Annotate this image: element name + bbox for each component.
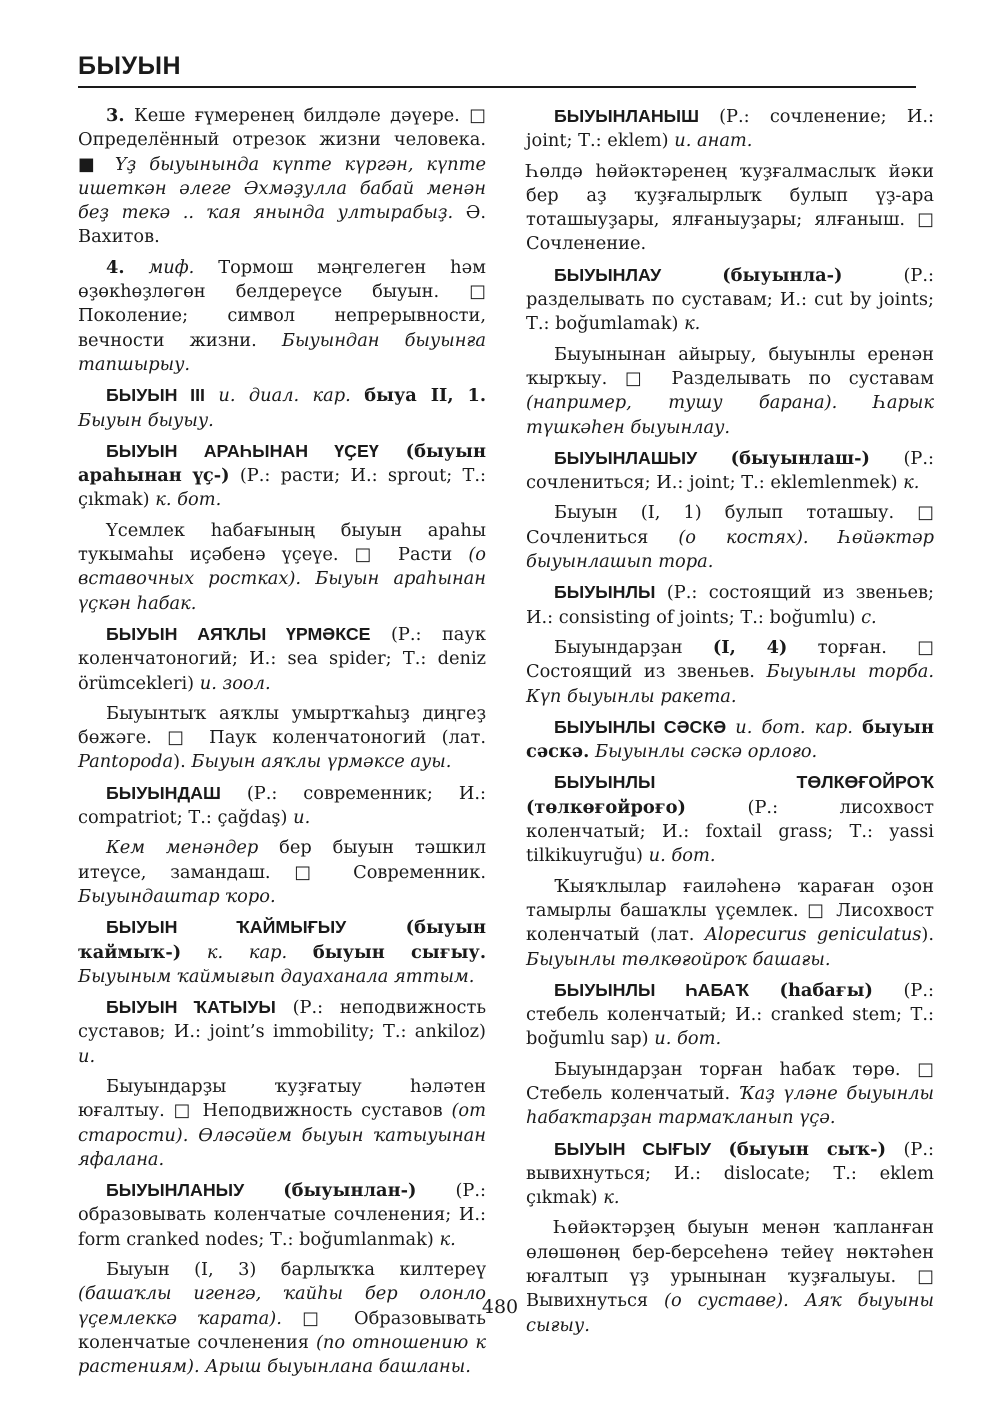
entry-text: к. <box>439 1228 456 1250</box>
entry-text <box>661 265 722 286</box>
entry-text: (быуынлаш-) <box>730 447 870 469</box>
entry-text: и. бот. кар. <box>735 716 853 738</box>
entry-text: (по отношению к растениям). Арыш быуынлана башланы. <box>78 1331 486 1378</box>
entry-text <box>351 385 364 406</box>
left-column <box>78 104 486 1386</box>
entry-paragraph <box>78 836 486 909</box>
entry-paragraph <box>78 1258 486 1379</box>
entry-text: (Р.: образовывать коленчатые сочленения; И.: form cranked nodes; Т.: boğumlanmak) <box>78 1180 486 1250</box>
headword: БЫУЫН СЫҒЫУ <box>554 1138 712 1159</box>
entry-text: (Р.: неподвижность суставов; И.: joint’s immobility; Т.: ankiloz) <box>78 997 487 1043</box>
entry-text: (Р.: разделывать по суставам; И.: cut by joints; Т.: boğumlamak) <box>526 264 935 335</box>
headword: БЫУЫНЛЫ ҺАБАҠ <box>554 979 750 1000</box>
headword: БЫУЫНДАШ <box>106 782 221 803</box>
entry-paragraph <box>78 995 486 1069</box>
entry-text: (I, 4) <box>712 636 788 658</box>
entry-text: Ә. Вахитов. <box>78 202 486 248</box>
entry-text: Быуын (I, 3) барлыҡҡа килтереү <box>106 1259 486 1281</box>
entry-text: быуын сығыу. <box>312 941 487 963</box>
entry-text: бер быуын тәшкил итеүсе, замандаш. □ Современник. <box>78 837 486 883</box>
entry-text <box>697 448 731 469</box>
headword: БЫУЫНЛЫ <box>554 582 656 603</box>
entry-text: ). <box>173 751 192 773</box>
entry-text: (төлкөғойроғо) <box>526 796 686 818</box>
entry-text: Үҙ быуынында күпте күргән, күпте ишеткән әлеге Әхмәҙулла бабай менән беҙ текә .. ҡая янында ултырабыҙ. <box>78 153 486 224</box>
entry-text: (Р.: расти; И.: sprout; Т.: çıkmak) <box>78 465 486 511</box>
entry-paragraph <box>78 622 486 696</box>
entry-text <box>853 717 862 738</box>
page-header <box>78 52 916 81</box>
entry-text: быуын сәскә. <box>526 716 934 763</box>
entry-text: (быуын ҡаймыҡ-) <box>78 917 486 963</box>
entry-text <box>287 942 313 963</box>
headword: БЫУЫН АРАҺЫНАН ҮҪЕҮ <box>106 440 379 461</box>
entry-text: Быуындарҙан торған һабаҡ төрө. □ Стебель коленчатый. <box>526 1058 934 1104</box>
entry-paragraph <box>526 978 934 1052</box>
entry-text: (һабағы) <box>779 979 873 1001</box>
entry-paragraph <box>526 770 934 868</box>
entry-text <box>346 917 405 938</box>
entry-text: Быуындан быуынға тапшырыу. <box>78 329 486 375</box>
entry-text: Pantopoda <box>78 751 174 773</box>
headword: БЫУЫНЛАНЫУ <box>106 1180 245 1201</box>
headword: БЫУЫН ҠАЙМЫҒЫУ <box>106 917 347 938</box>
headword: БЫУЫН ҠАТЫУЫ <box>106 997 276 1018</box>
entry-text: (Р.: сочленение; И.: joint; Т.: eklem) <box>526 106 934 152</box>
entry-paragraph <box>526 580 934 630</box>
entry-text: торған. □ Состоящий из звеньев. <box>526 636 934 683</box>
entry-text: Кем менәндер <box>106 837 259 859</box>
entry-text: (быуынла-) <box>722 264 843 286</box>
entry-text: к. кар. <box>206 941 288 963</box>
entry-text: 3. <box>106 105 125 126</box>
running-head: БЫУЫН <box>78 52 182 80</box>
entry-paragraph <box>78 256 486 377</box>
entry-text: (Р.: состоящий из звеньев; И.: consisting of joints; Т.: boğumlu) <box>526 582 934 628</box>
entry-paragraph <box>78 915 486 989</box>
headword: БЫУЫНЛАУ <box>554 264 662 285</box>
entry-paragraph <box>78 439 486 513</box>
entry-text: Үсемлек һабағының быуын араһы тукымаһы иҫәбенә үҫеүе. □ Расти <box>78 519 486 566</box>
entry-text: (о вставочных ростках). Быуын араһынан үҫкән һабак. <box>78 544 486 614</box>
entry-text: (быуын араһынан үҫ-) <box>78 440 486 487</box>
entry-text: быуа II, 1. <box>364 385 487 407</box>
entry-paragraph <box>526 501 934 574</box>
entry-text <box>379 441 406 462</box>
entry-text: Быуыным ҡаймығып дауаханала яттым. <box>78 965 475 987</box>
entry-paragraph <box>526 160 934 257</box>
entry-text: 4. <box>106 256 125 278</box>
entry-text: (например, тушу барана). Һарык түшкәһен быуынлау. <box>526 392 934 438</box>
entry-text: (о суставе). Аяҡ быуыны сығыу. <box>526 1290 934 1336</box>
entry-paragraph <box>526 343 934 440</box>
entry-text: (башаҡлы игенгә, ҡайһы бер олонло үҫемлеккә ҡарата). <box>78 1283 486 1329</box>
entry-paragraph <box>526 1137 934 1211</box>
entry-paragraph <box>78 781 486 831</box>
entry-text: Кеше ғүмеренең билдәле дәүере. □ Определённый отрезок жизни человека. ■ <box>78 105 486 175</box>
entry-text: Ҡаҙ үләне быуынлы һабаҡтарҙан тармаҡланып үҫә. <box>526 1082 934 1129</box>
entry-text: к. <box>684 313 701 335</box>
entry-text: к. <box>603 1187 620 1209</box>
entry-text: (Р.: вывихнуться; И.: dislocate; Т.: eklem çıkmak) <box>526 1138 934 1209</box>
entry-text: Быуынлы торба. Күп быуынлы ракета. <box>526 661 934 707</box>
entry-text: (быуынлан-) <box>283 1180 417 1202</box>
entry-text: □ Образовывать коленчатые сочленения <box>78 1307 486 1353</box>
entry-text: Һөйәктәрҙең быуын менән ҡапланған өлөшөнөң бер-берсеһенә тейеү нөктәһен юғалтып үҙ урынынан ҡуҙғалыуы. □ Вывихнуться <box>526 1217 934 1312</box>
entry-text: Тормош мәңгелеген һәм өҙөкһөҙлөгөн белдереүсе быуын. □ Поколение; символ непрерывности, вечности жизни. <box>78 256 486 351</box>
headword: БЫУЫНЛАШЫУ <box>554 447 698 468</box>
entry-text: миф. <box>148 256 195 278</box>
entry-paragraph <box>78 519 486 616</box>
entry-text: и. <box>293 807 311 829</box>
entry-text: (быуын сыҡ-) <box>728 1138 886 1160</box>
entry-text: Alopecurus geniculatus <box>704 924 922 946</box>
page-number: 480 <box>481 1296 519 1318</box>
entry-text: Быуын быуыу. <box>78 409 214 431</box>
entry-text: и. зоол. <box>199 672 271 694</box>
entry-text: и. бот. <box>648 845 716 867</box>
entry-text: Ҡыяҡлылар ғаиләһенә ҡараған оҙон тамырлы башаҡлы үҫемлек. □ Лисохвост коленчатый (лат. <box>526 875 934 946</box>
entry-text: и. анат. <box>674 130 753 152</box>
entry-text: к. <box>903 472 920 494</box>
entry-text: (о костях). Һөйәктәр быуынлашып тора. <box>526 526 934 573</box>
entry-text: и. диал. кар. <box>218 385 351 407</box>
entry-text: (Р.: лисохвост коленчатый; И.: foxtail grass; Т.: yassi tilkikuyruğu) <box>526 796 934 867</box>
entry-paragraph <box>526 263 934 337</box>
entry-text: (Р.: стебель коленчатый; И.: cranked stem; Т.: boğumlu sap) <box>526 979 935 1050</box>
entry-text: (Р.: современник; И.: compatriot; Т.: çağdaş) <box>78 782 486 829</box>
entry-text <box>205 385 218 406</box>
entry-text: ). <box>921 924 934 946</box>
headword: БЫУЫНЛЫ ТӨЛКӨҒОЙРОҠ <box>554 772 934 793</box>
entry-text: Быуынлы төлкөғойроҡ башағы. <box>526 948 831 970</box>
entry-text: и. бот. <box>654 1028 722 1050</box>
entry-paragraph <box>526 1216 934 1337</box>
headword: БЫУЫН АЯҠЛЫ ҮРМӘКСЕ <box>106 623 371 644</box>
entry-text <box>726 717 735 738</box>
headword: БЫУЫН III <box>106 385 205 406</box>
entry-text <box>244 1180 283 1201</box>
entry-text: Быуындаштар ҡоро. <box>78 885 276 907</box>
entry-text: Быуынтыҡ аяҡлы умыртҡаһыҙ диңгеҙ бөжәге. □ Паук коленчатоногий (лат. <box>78 702 486 749</box>
entry-paragraph <box>526 446 934 496</box>
entry-paragraph <box>526 875 934 972</box>
entry-text: с. <box>861 606 877 628</box>
right-column <box>526 104 934 1344</box>
entry-text: (Р.: паук коленчатоногий; И.: sea spider; Т.: deniz örümcekleri) <box>78 623 486 694</box>
entry-text: Быуынлы сәскә орлоғо. <box>594 741 818 763</box>
entry-paragraph <box>78 104 486 250</box>
entry-text <box>711 1139 728 1160</box>
headword: БЫУЫНЛАНЫШ <box>554 106 699 126</box>
entry-paragraph <box>78 1178 486 1252</box>
header-rule <box>78 86 916 88</box>
entry-text <box>181 942 207 963</box>
entry-text: (Р.: сочлениться; И.: joint; Т.: eklemlenmek) <box>526 447 935 494</box>
headword: БЫУЫНЛЫ СӘСКӘ <box>554 716 727 737</box>
entry-text: Быуындарҙы ҡуҙғатыу һәләтен юғалтыу. □ Неподвижность суставов <box>78 1075 486 1122</box>
entry-paragraph <box>526 636 934 709</box>
entry-text: (от старости). Өләсәйем быуын ҡатыуынан яфалана. <box>78 1100 486 1170</box>
entry-text: и. <box>78 1045 96 1067</box>
entry-text: Быуындарҙан <box>554 636 713 658</box>
entry-paragraph <box>526 715 934 765</box>
entry-text: Һөлдә һөйәктәренең ҡуҙғалмаслыҡ йәки бер аҙ ҡуҙғалырлыҡ булып үҙ-ара тоташыуҙары, ялғаныуҙары; ялғаныш. □ Сочленение. <box>526 160 934 255</box>
entry-text: Быуын (I, 1) булып тоташыу. □ Сочлениться <box>526 502 934 548</box>
entry-paragraph <box>78 702 486 775</box>
entry-text <box>125 257 149 278</box>
entry-text: к. бот. <box>155 489 222 511</box>
entry-text: Быуынынан айырыу, быуынлы еренән ҡырҡыу. □ Разделывать по суставам <box>526 343 934 389</box>
entry-paragraph <box>526 104 934 154</box>
entry-text: Быуын аяҡлы үрмәксе ауы. <box>191 751 452 773</box>
entry-paragraph <box>78 383 486 433</box>
entry-paragraph <box>526 1058 934 1131</box>
entry-text <box>749 980 780 1001</box>
entry-paragraph <box>78 1075 486 1172</box>
